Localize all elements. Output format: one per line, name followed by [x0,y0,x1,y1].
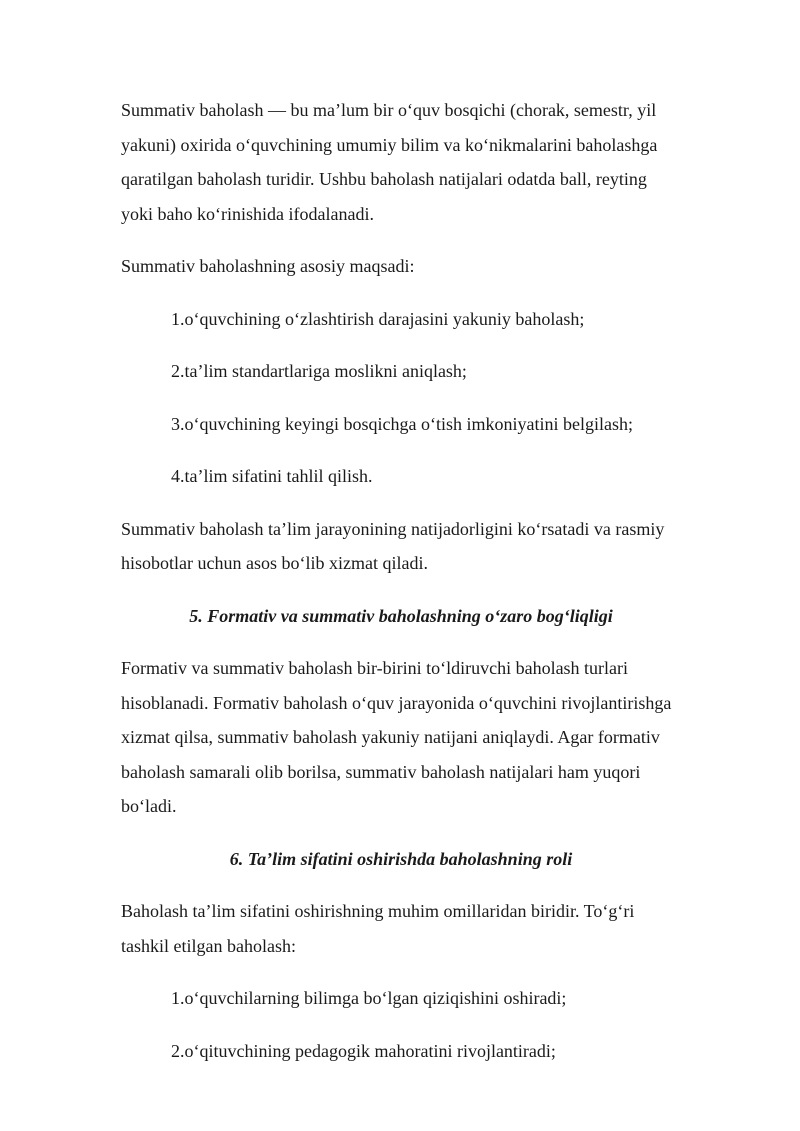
document-page [121,93,681,1086]
list-item: 4.ta’lim sifatini tahlil qilish. [171,466,373,486]
section-6-paragraph: Baholash ta’lim sifatini oshirishning muhim omillaridan biridir. To‘g‘ri tashkil etilgan baholash: [121,901,635,956]
section-6-heading: 6. Ta’lim sifatini oshirishda baholashning roli [229,848,573,869]
list-item: 3.o‘quvchining keyingi bosqichga o‘tish imkoniyatini belgilash; [171,413,633,434]
section-6-list [121,981,681,1068]
list-item: 2.ta’lim standartlariga moslikni aniqlash; [171,361,467,381]
summativ-intro-paragraph: Summativ baholash — bu ma’lum bir o‘quv bosqichi (chorak, semestr, yil yakuni) oxirida o‘quvchining umumiy bilim va ko‘nikmalarini baholashga qaratilgan baholash turidir. Ushbu baholash natijalari odatda ball, reyting yoki baho ko‘rinishida ifodalanadi. [121,100,658,224]
summativ-conclusion-paragraph: Summativ baholash ta’lim jarayonining natijadorligini ko‘rsatadi va rasmiy hisobotlar uchun asos bo‘lib xizmat qiladi. [121,518,665,573]
list-item: 2.o‘qituvchining pedagogik mahoratini rivojlantiradi; [171,1040,556,1061]
list-item: 1.o‘quvchining o‘zlashtirish darajasini yakuniy baholash; [171,308,585,329]
summativ-goals-list [121,302,681,494]
section-5-paragraph: Formativ va summativ baholash bir-birini to‘ldiruvchi baholash turlari hisoblanadi. Formativ baholash o‘quv jarayonida o‘quvchini rivojlantirishga xizmat qilsa, summativ baholash yakuniy natijani aniqlaydi. Agar formativ baholash samarali olib borilsa, summativ baholash natijalari ham yuqori bo‘ladi. [121,658,672,816]
summativ-goal-lead: Summativ baholashning asosiy maqsadi: [121,256,415,276]
list-item: 1.o‘quvchilarning bilimga bo‘lgan qiziqishini oshiradi; [171,988,567,1008]
section-5-heading: 5. Formativ va summativ baholashning o‘zaro bog‘liqligi [189,605,613,626]
